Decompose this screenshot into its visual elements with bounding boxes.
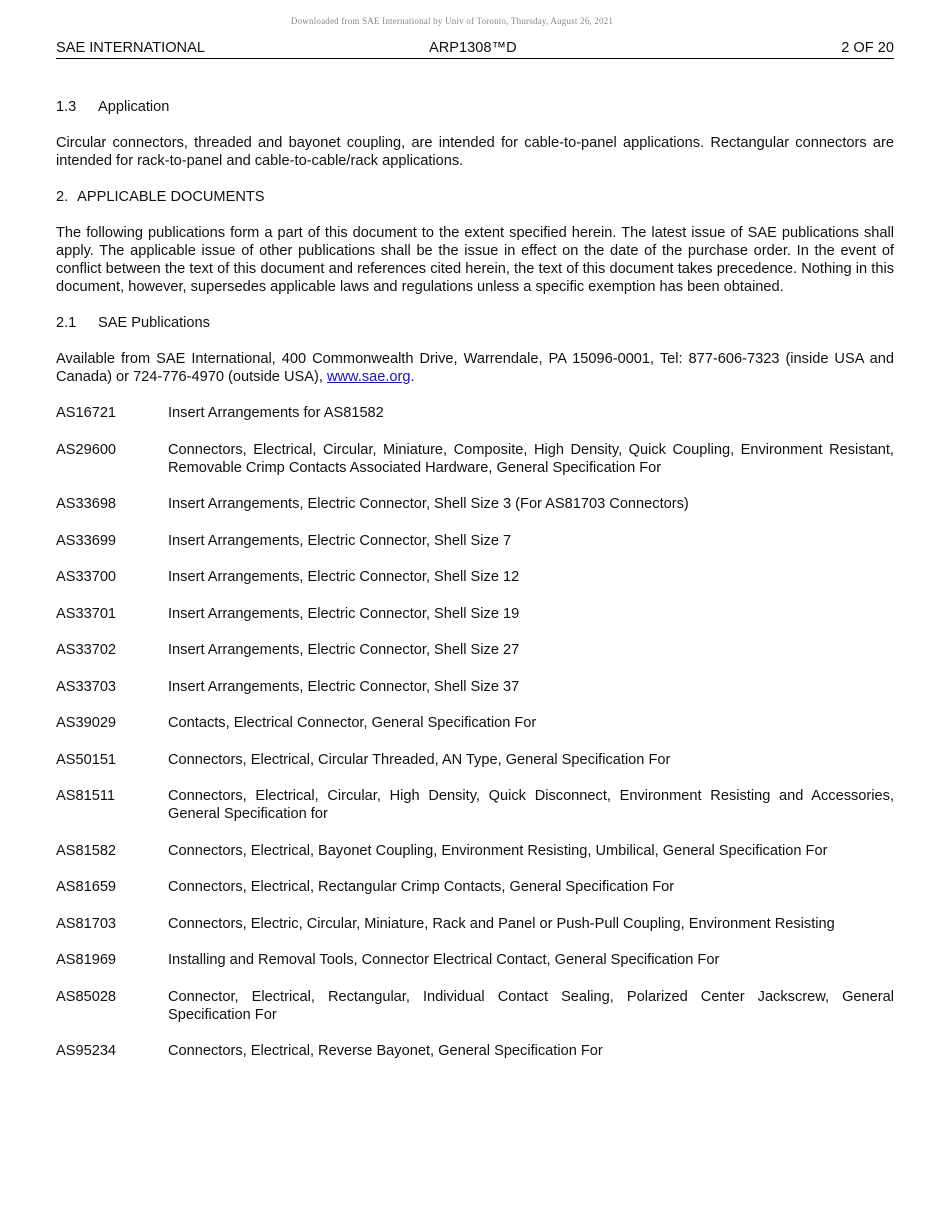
- reference-item: [56, 878, 894, 896]
- availability-text: Available from SAE International, 400 Commonwealth Drive, Warrendale, PA 15096-0001, Tel: 877-606-7323 (inside USA and Canada) or 724-776-4970 (outside USA),: [56, 351, 894, 385]
- reference-item: [56, 605, 894, 623]
- section-number: 2.1: [56, 315, 77, 331]
- reference-item: [56, 714, 894, 732]
- section-title: Application: [98, 99, 170, 115]
- reference-title: Connectors, Electrical, Circular, High Density, Quick Disconnect, Environment Resisting and Accessories, General Specification for: [168, 788, 894, 822]
- reference-code: AS81703: [56, 915, 117, 932]
- reference-title: Connectors, Electrical, Circular, Miniature, Composite, High Density, Quick Coupling, Environment Resistant, Removable Crimp Contacts Associated Hardware, General Specification For: [168, 441, 894, 476]
- section-title: SAE Publications: [98, 315, 210, 331]
- reference-item: [56, 568, 894, 586]
- reference-code: AS95234: [56, 1043, 117, 1059]
- reference-item: [56, 441, 894, 477]
- section-2-1-text: [56, 350, 894, 386]
- section-2-1-heading: [56, 314, 894, 332]
- reference-title: Connector, Electrical, Rectangular, Individual Contact Sealing, Polarized Center Jackscrew, General Specification For: [168, 988, 894, 1023]
- reference-title: Insert Arrangements, Electric Connector, Shell Size 3 (For AS81703 Connectors): [168, 496, 689, 512]
- reference-title: Installing and Removal Tools, Connector Electrical Contact, General Specification For: [168, 952, 720, 968]
- document-body: [56, 98, 894, 1079]
- download-watermark: Downloaded from SAE International by Univ of Toronto, Thursday, August 26, 2021: [290, 16, 614, 26]
- reference-code: AS81659: [56, 879, 117, 895]
- reference-item: [56, 1042, 894, 1060]
- sae-website-link[interactable]: www.sae.org: [326, 369, 411, 385]
- reference-code: AS39029: [56, 715, 117, 731]
- section-title: APPLICABLE DOCUMENTS: [77, 189, 265, 205]
- reference-item: [56, 751, 894, 769]
- reference-code: AS81582: [56, 842, 117, 859]
- reference-code: AS85028: [56, 988, 117, 1005]
- reference-code: AS81511: [56, 788, 115, 804]
- reference-item: [56, 842, 894, 860]
- reference-title: Connectors, Electrical, Circular Threaded, AN Type, General Specification For: [168, 751, 671, 768]
- reference-title: Contacts, Electrical Connector, General Specification For: [168, 715, 537, 731]
- reference-code: AS16721: [56, 405, 117, 421]
- reference-title: Insert Arrangements, Electric Connector, Shell Size 12: [168, 569, 520, 585]
- reference-title: Connectors, Electrical, Reverse Bayonet, General Specification For: [168, 1043, 603, 1059]
- reference-code: AS33702: [56, 642, 117, 658]
- section-number: 2.: [56, 189, 69, 205]
- reference-title: Insert Arrangements, Electric Connector, Shell Size 27: [168, 642, 520, 658]
- reference-code: AS33698: [56, 496, 117, 512]
- reference-title: Insert Arrangements, Electric Connector, Shell Size 7: [168, 532, 512, 549]
- header-org: SAE INTERNATIONAL: [56, 40, 205, 56]
- reference-item: [56, 988, 894, 1024]
- reference-item: [56, 678, 894, 696]
- section-1-3-heading: [56, 98, 894, 116]
- section-1-3-text: Circular connectors, threaded and bayonet coupling, are intended for cable-to-panel applications. Rectangular connectors are intended for rack-to-panel and cable-to-cable/rack applications.: [56, 135, 894, 169]
- reference-title: Insert Arrangements for AS81582: [168, 405, 384, 421]
- header-doc-id: ARP1308™D: [429, 40, 517, 56]
- reference-code: AS33699: [56, 532, 117, 549]
- reference-title: Insert Arrangements, Electric Connector, Shell Size 37: [168, 678, 520, 695]
- header-page-number: 2 OF 20: [841, 40, 894, 56]
- reference-code: AS81969: [56, 952, 117, 968]
- reference-code: AS33703: [56, 678, 117, 695]
- reference-item: [56, 641, 894, 659]
- reference-item: [56, 787, 894, 823]
- reference-title: Connectors, Electric, Circular, Miniature, Rack and Panel or Push-Pull Coupling, Environment Resisting: [168, 915, 835, 932]
- reference-code: AS33700: [56, 569, 117, 585]
- availability-text-end: .: [410, 369, 415, 385]
- reference-code: AS29600: [56, 441, 117, 458]
- section-2-text: The following publications form a part of this document to the extent specified herein. The latest issue of SAE publications shall apply. The applicable issue of other publications shall be the issue in effect on the date of the purchase order. In the event of conflict between the text of this document and references cited herein, the text of this document takes precedence. Nothing in this document, however, supersedes applicable laws and regulations unless a specific exemption has been obtained.: [56, 225, 894, 295]
- reference-item: [56, 404, 894, 422]
- reference-item: [56, 951, 894, 969]
- reference-code: AS50151: [56, 751, 117, 768]
- page-header: [56, 38, 894, 59]
- reference-item: [56, 532, 894, 550]
- reference-item: [56, 495, 894, 513]
- reference-title: Connectors, Electrical, Bayonet Coupling, Environment Resisting, Umbilical, General Specification For: [168, 842, 828, 859]
- reference-title: Insert Arrangements, Electric Connector, Shell Size 19: [168, 605, 520, 622]
- section-number: 1.3: [56, 99, 77, 115]
- reference-item: [56, 915, 894, 933]
- reference-title: Connectors, Electrical, Rectangular Crimp Contacts, General Specification For: [168, 879, 675, 895]
- section-2-heading: [56, 188, 894, 206]
- reference-list: [56, 404, 894, 1060]
- reference-code: AS33701: [56, 605, 117, 622]
